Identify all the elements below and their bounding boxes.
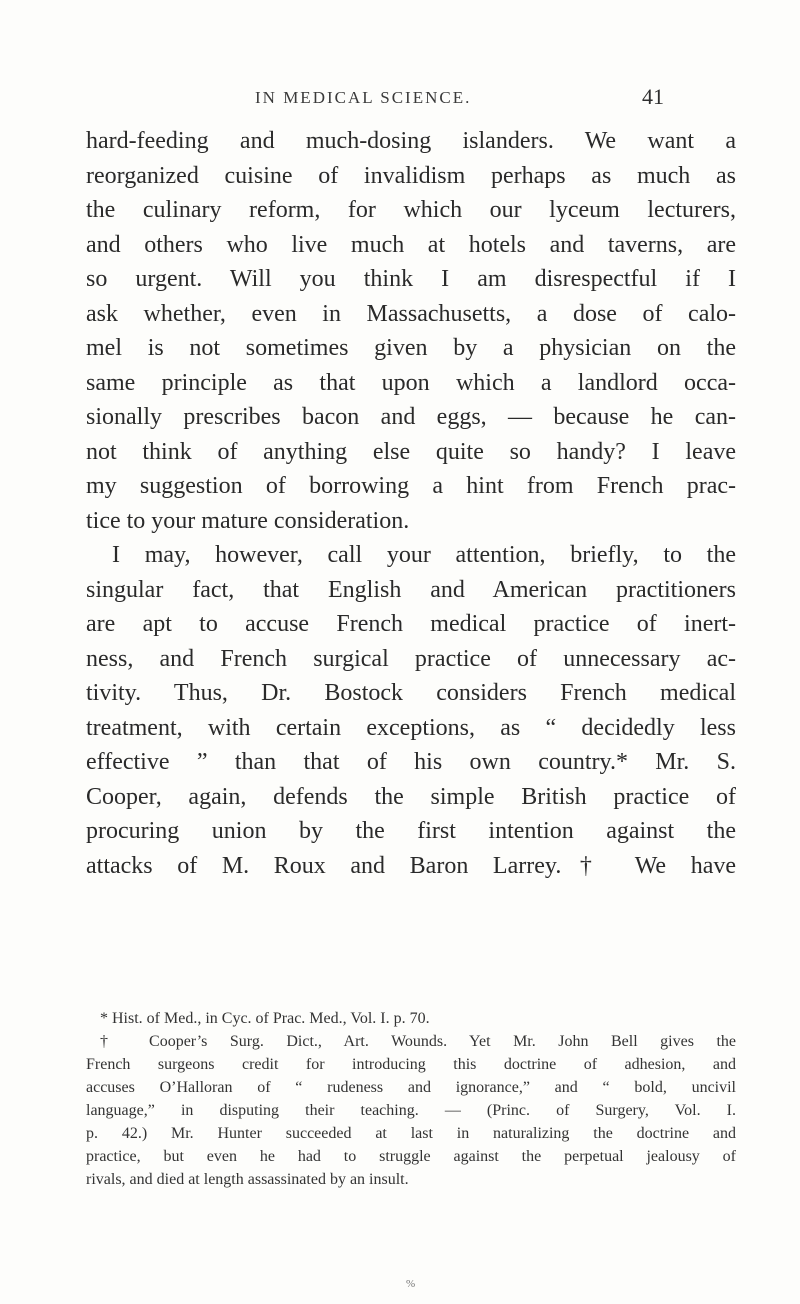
- body-line: same principle as that upon which a landlord occa-: [86, 369, 736, 396]
- body-line: attacks of M. Roux and Baron Larrey.† We have: [86, 852, 736, 879]
- body-line: ness, and French surgical practice of unnecessary ac-: [86, 645, 736, 672]
- footnote-line: rivals, and died at length assassinated by an insult.: [86, 1171, 409, 1188]
- body-line: tivity. Thus, Dr. Bostock considers French medical: [86, 680, 736, 706]
- body-line: so urgent. Will you think I am disrespectful if I: [86, 266, 736, 292]
- body-line: effective ” than that of his own country.* Mr. S.: [86, 749, 736, 775]
- footnote-line: accuses O’Halloran of “ rudeness and ignorance,” and “ bold, uncivil: [86, 1079, 736, 1096]
- body-line: ask whether, even in Massachusetts, a dose of calo-: [86, 300, 736, 327]
- body-line: and others who live much at hotels and taverns, are: [86, 231, 736, 258]
- running-head: [0, 84, 800, 114]
- body-line: sionally prescribes bacon and eggs, — because he can-: [86, 404, 736, 430]
- stray-mark: %: [406, 1278, 416, 1290]
- body-line: the culinary reform, for which our lyceum lecturers,: [86, 197, 736, 223]
- body-line: reorganized cuisine of invalidism perhaps as much as: [86, 162, 736, 189]
- footnotes: [86, 1007, 736, 1191]
- body-line: tice to your mature consideration.: [86, 507, 410, 534]
- body-text: [86, 124, 736, 883]
- footnote-line: French surgeons credit for introducing this doctrine of adhesion, and: [86, 1056, 736, 1073]
- body-line: treatment, with certain exceptions, as “ decidedly less: [86, 714, 736, 741]
- body-line: are apt to accuse French medical practice of inert-: [86, 611, 736, 637]
- footnote-line: practice, but even he had to struggle against the perpetual jealousy of: [86, 1148, 736, 1165]
- footnote-line: † Cooper’s Surg. Dict., Art. Wounds. Yet Mr. John Bell gives the: [100, 1033, 736, 1050]
- body-line: not think of anything else quite so handy? I leave: [86, 438, 736, 465]
- body-line: hard-feeding and much-dosing islanders. We want a: [86, 128, 736, 154]
- footnote-line: * Hist. of Med., in Cyc. of Prac. Med., Vol. I. p. 70.: [100, 1010, 430, 1027]
- body-line: I may, however, call your attention, briefly, to the: [112, 542, 736, 568]
- running-title: IN MEDICAL SCIENCE.: [255, 88, 472, 107]
- page-number: 41: [642, 84, 664, 109]
- footnote-line: p. 42.) Mr. Hunter succeeded at last in naturalizing the doctrine and: [86, 1125, 736, 1142]
- body-line: singular fact, that English and American practitioners: [86, 576, 736, 603]
- body-line: Cooper, again, defends the simple British practice of: [86, 783, 736, 810]
- footnote-line: language,” in disputing their teaching. — (Princ. of Surgery, Vol. I.: [86, 1102, 736, 1119]
- body-line: mel is not sometimes given by a physician on the: [86, 335, 736, 361]
- body-line: my suggestion of borrowing a hint from French prac-: [86, 473, 736, 499]
- body-line: procuring union by the first intention against the: [86, 818, 736, 844]
